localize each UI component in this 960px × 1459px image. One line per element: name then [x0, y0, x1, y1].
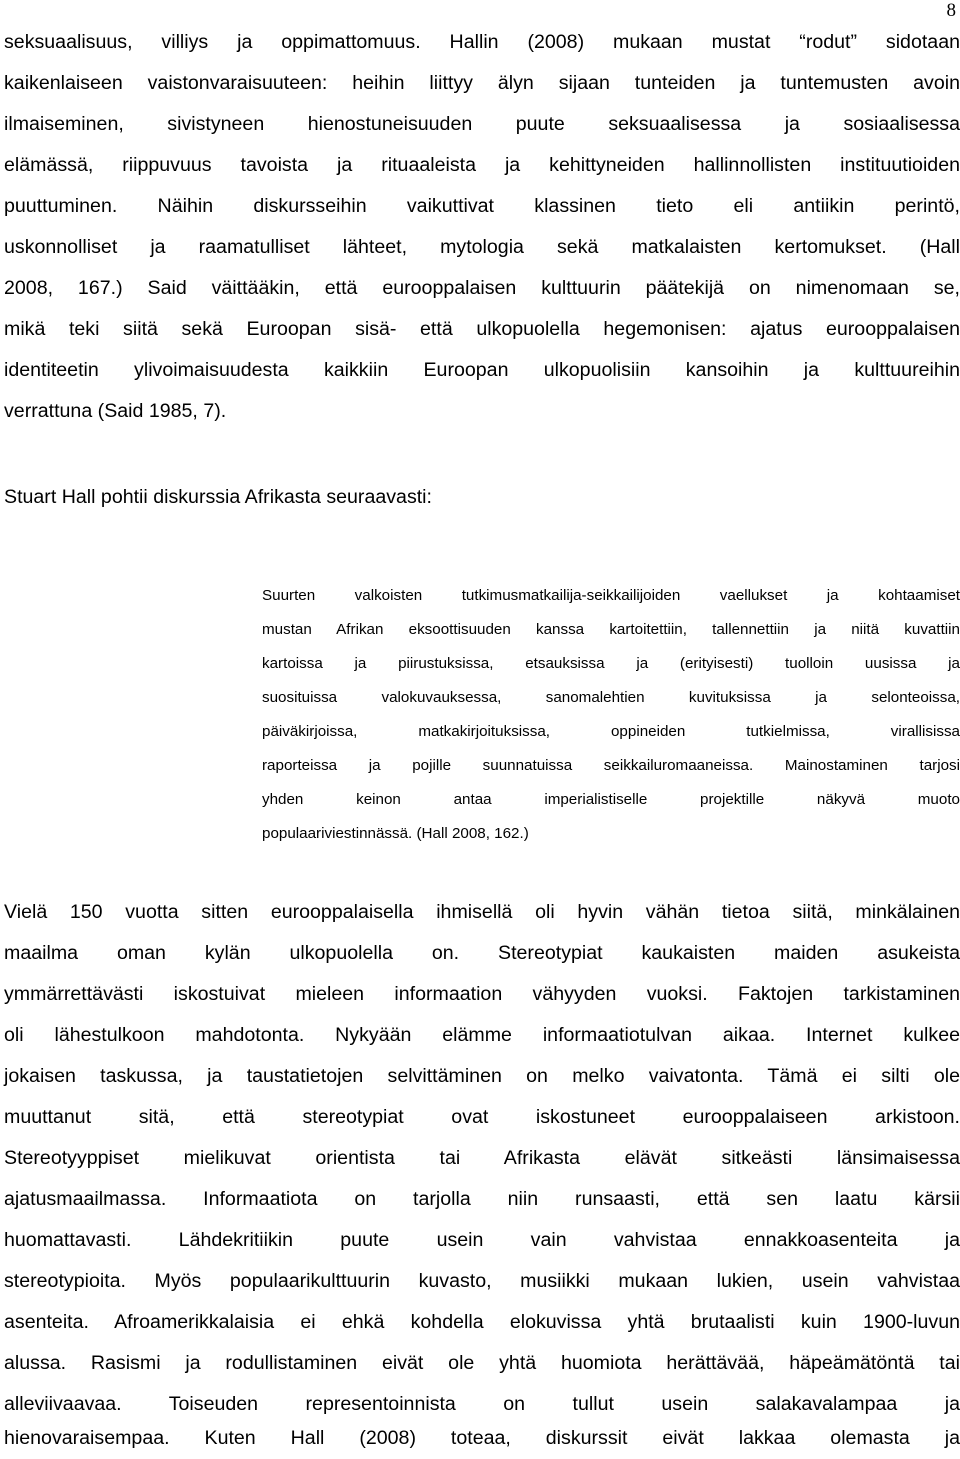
page-number: 8 — [946, 0, 956, 21]
paragraph-line: Vielä 150 vuotta sitten eurooppalaisella ihmisellä oli hyvin vähän tietoa siitä, minkälainen — [4, 901, 960, 923]
quote-line: suosituissa valokuvauksessa, sanomalehtien kuvituksissa ja selonteoissa, — [262, 689, 960, 706]
quote-line: raporteissa ja pojille suunnatuissa seikkailuromaaneissa. Mainostaminen tarjosi — [262, 757, 960, 774]
quote-line: Suurten valkoisten tutkimusmatkailija-seikkailijoiden vaellukset ja kohtaamiset — [262, 587, 960, 604]
quote-intro: Stuart Hall pohtii diskurssia Afrikasta seuraavasti: — [4, 486, 432, 508]
paragraph-line: jokaisen taskussa, ja taustatietojen selvittäminen on melko vaivatonta. Tämä ei silti ole — [4, 1065, 960, 1087]
paragraph-line: identiteetin ylivoimaisuudesta kaikkiin Euroopan ulkopuolisiin kansoihin ja kulttuureihin — [4, 359, 960, 381]
paragraph-line: puuttuminen. Näihin diskursseihin vaikuttivat klassinen tieto eli antiikin perintö, — [4, 195, 960, 217]
paragraph-line: Stereotyyppiset mielikuvat orientista tai Afrikasta elävät sitkeästi länsimaisessa — [4, 1147, 960, 1169]
paragraph-line: mikä teki siitä sekä Euroopan sisä- että ulkopuolella hegemonisen: ajatus eurooppalaisen — [4, 318, 960, 340]
paragraph-line: verrattuna (Said 1985, 7). — [4, 400, 227, 422]
paragraph-line: ajatusmaailmassa. Informaatiota on tarjolla niin runsaasti, että sen laatu kärsii — [4, 1188, 960, 1210]
paragraph-line: muuttanut sitä, että stereotypiat ovat iskostuneet eurooppalaiseen arkistoon. — [4, 1106, 960, 1128]
paragraph-line: alleviivaavaa. Toiseuden representoinnista on tullut usein salakavalampaa ja — [4, 1393, 960, 1415]
quote-line: päiväkirjoissa, matkakirjoituksissa, oppineiden tutkielmissa, virallisissa — [262, 723, 960, 740]
paragraph-line: uskonnolliset ja raamatulliset lähteet, mytologia sekä matkalaisten kertomukset. (Hall — [4, 236, 960, 258]
quote-line: yhden keinon antaa imperialistiselle projektille näkyvä muoto — [262, 791, 960, 808]
paragraph-line: huomattavasti. Lähdekritiikin puute usein vain vahvistaa ennakkoasenteita ja — [4, 1229, 960, 1251]
paragraph-line: alussa. Rasismi ja rodullistaminen eivät ole yhtä huomiota herättävää, häpeämätöntä tai — [4, 1352, 960, 1374]
paragraph-line: stereotypioita. Myös populaarikulttuurin kuvasto, musiikki mukaan lukien, usein vahvistaa — [4, 1270, 960, 1292]
paragraph-line: ymmärrettävästi iskostuivat mieleen informaation vähyyden vuoksi. Faktojen tarkistaminen — [4, 983, 960, 1005]
quote-line: kartoissa ja piirustuksissa, etsauksissa ja (erityisesti) tuolloin uusissa ja — [262, 655, 960, 672]
quote-line: mustan Afrikan eksoottisuuden kanssa kartoitettiin, tallennettiin ja niitä kuvattiin — [262, 621, 960, 638]
paragraph-line: elämässä, riippuvuus tavoista ja rituaaleista ja kehittyneiden hallinnollisten instituutioiden — [4, 154, 960, 176]
paragraph-line: maailma oman kylän ulkopuolella on. Stereotypiat kaukaisten maiden asukeista — [4, 942, 960, 964]
paragraph-line: oli lähestulkoon mahdotonta. Nykyään elämme informaatiotulvan aikaa. Internet kulkee — [4, 1024, 960, 1046]
paragraph-line: ilmaiseminen, sivistyneen hienostuneisuuden puute seksuaalisessa ja sosiaalisessa — [4, 113, 960, 135]
paragraph-line: asenteita. Afroamerikkalaisia ei ehkä kohdella elokuvissa yhtä brutaalisti kuin 1900-luvun — [4, 1311, 960, 1333]
paragraph-line: hienovaraisempaa. Kuten Hall (2008) toteaa, diskurssit eivät lakkaa olemasta ja — [4, 1427, 960, 1449]
paragraph-line: kaikenlaiseen vaistonvaraisuuteen: heihin liittyy älyn sijaan tunteiden ja tuntemusten avoin — [4, 72, 960, 94]
quote-line: populaariviestinnässä. (Hall 2008, 162.) — [262, 825, 529, 842]
paragraph-line: 2008, 167.) Said väittääkin, että eurooppalaisen kulttuurin päätekijä on nimenomaan se, — [4, 277, 960, 299]
paragraph-line: seksuaalisuus, villiys ja oppimattomuus. Hallin (2008) mukaan mustat “rodut” sidotaan — [4, 31, 960, 53]
